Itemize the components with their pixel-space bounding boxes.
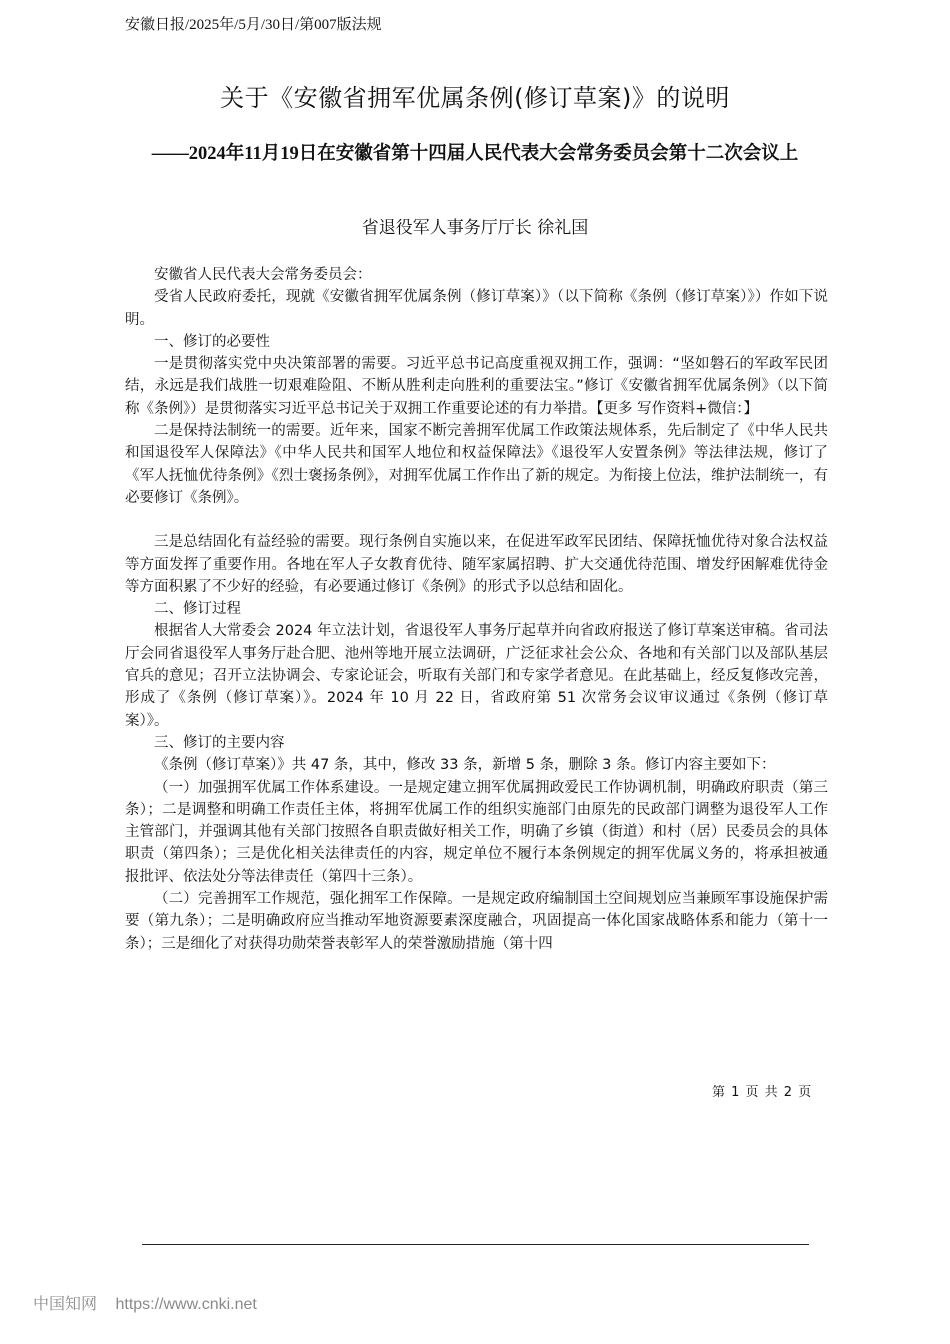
section-heading-3: 三、修订的主要内容 [154,734,285,751]
paragraph: 三是总结固化有益经验的需要。现行条例自实施以来，在促进军政军民团结、保障抚恤优待对象合法权益等方面发挥了重要作用。各地在军人子女教育优待、随军家属招聘、扩大交通优待范围、增发纾困解难优待金等方面积累了不少好的经验，有必要通过修订《条例》的形式予以总结和固化。 [125,534,828,595]
watermark-url[interactable]: https://www.cnki.net [115,1296,257,1313]
paragraph: 《条例（修订草案）》共 47 条，其中，修改 33 条，新增 5 条，删除 3 条。修订内容主要如下： [154,757,776,774]
cnki-watermark [33,1295,271,1315]
footer-divider [142,1244,809,1245]
watermark-brand: 中国知网 [33,1296,98,1313]
paragraph: 一是贯彻落实党中央决策部署的需要。习近平总书记高度重视双拥工作，强调：“坚如磐石的军政军民团结，永远是我们战胜一切艰难险阻、不断从胜利走向胜利的重要法宝。”修订《安徽省拥军优属条例》（以下简称《条例》）是贯彻落实习近平总书记关于双拥工作重要论述的有力举措。【更多 写作资料+微信：】 [125,356,828,417]
salutation: 安徽省人民代表大会常务委员会： [154,267,372,283]
document-subtitle: ——2024年11月19日在安徽省第十四届人民代表大会常务委员会第十二次会议上 [151,144,799,164]
intro-paragraph: 受省人民政府委托，现就《安徽省拥军优属条例（修订草案）》（以下简称《条例（修订草案）》）作如下说明。 [125,289,828,328]
paragraph: 二是保持法制统一的需要。近年来，国家不断完善拥军优属工作政策法规体系，先后制定了《中华人民共和国退役军人保障法》《中华人民共和国军人地位和权益保障法》《退役军人安置条例》等法律法规，修订了《军人抚恤优待条例》《烈士褒扬条例》，对拥军优属工作作出了新的规定。为衔接上位法，维护法制统一，有必要修订《条例》。 [125,423,828,506]
section-heading-1: 一、修订的必要性 [154,333,270,350]
paragraph: （二）完善拥军工作规范，强化拥军工作保障。一是规定政府编制国土空间规划应当兼顾军事设施保护需要（第九条）；二是明确政府应当推动军地资源要素深度融合，巩固提高一体化国家战略体系和能力（第十一条）；三是细化了对获得功勋荣誉表彰军人的荣誉激励措施（第十四 [125,891,828,952]
section-heading-2: 二、修订过程 [154,601,241,618]
page-indicator: 第 1 页 共 2 页 [712,1085,813,1100]
author-line: 省退役军人事务厅厅长 徐礼国 [361,218,589,238]
source-line: 安徽日报/2025年/5月/30日/第007版法规 [125,17,382,33]
article-body [125,264,828,955]
paragraph: 根据省人大常委会 2024 年立法计划，省退役军人事务厅起草并向省政府报送了修订草案送审稿。省司法厅会同省退役军人事务厅赴合肥、池州等地开展立法调研，广泛征求社会公众、各地和有关部门以及部队基层官兵的意见；召开立法协调会、专家论证会，听取有关部门和专家学者意见。在此基础上，经反复修改完善，形成了《条例（修订草案）》。2024 年 10 月 22 日，省政府第 51 次常务会议审议通过《条例（修订草案）》。 [125,623,828,729]
paragraph: （一）加强拥军优属工作体系建设。一是规定建立拥军优属拥政爱民工作协调机制，明确政府职责（第三条）；二是调整和明确工作责任主体，将拥军优属工作的组织实施部门由原先的民政部门调整为退役军人工作主管部门，并强调其他有关部门按照各自职责做好相关工作，明确了乡镇（街道）和村（居）民委员会的具体职责（第四条）；三是优化相关法律责任的内容，规定单位不履行本条例规定的拥军优属义务的，将承担被通报批评、依法处分等法律责任（第四十三条）。 [125,779,828,885]
document-title: 关于《安徽省拥军优属条例(修订草案)》的说明 [220,84,730,112]
